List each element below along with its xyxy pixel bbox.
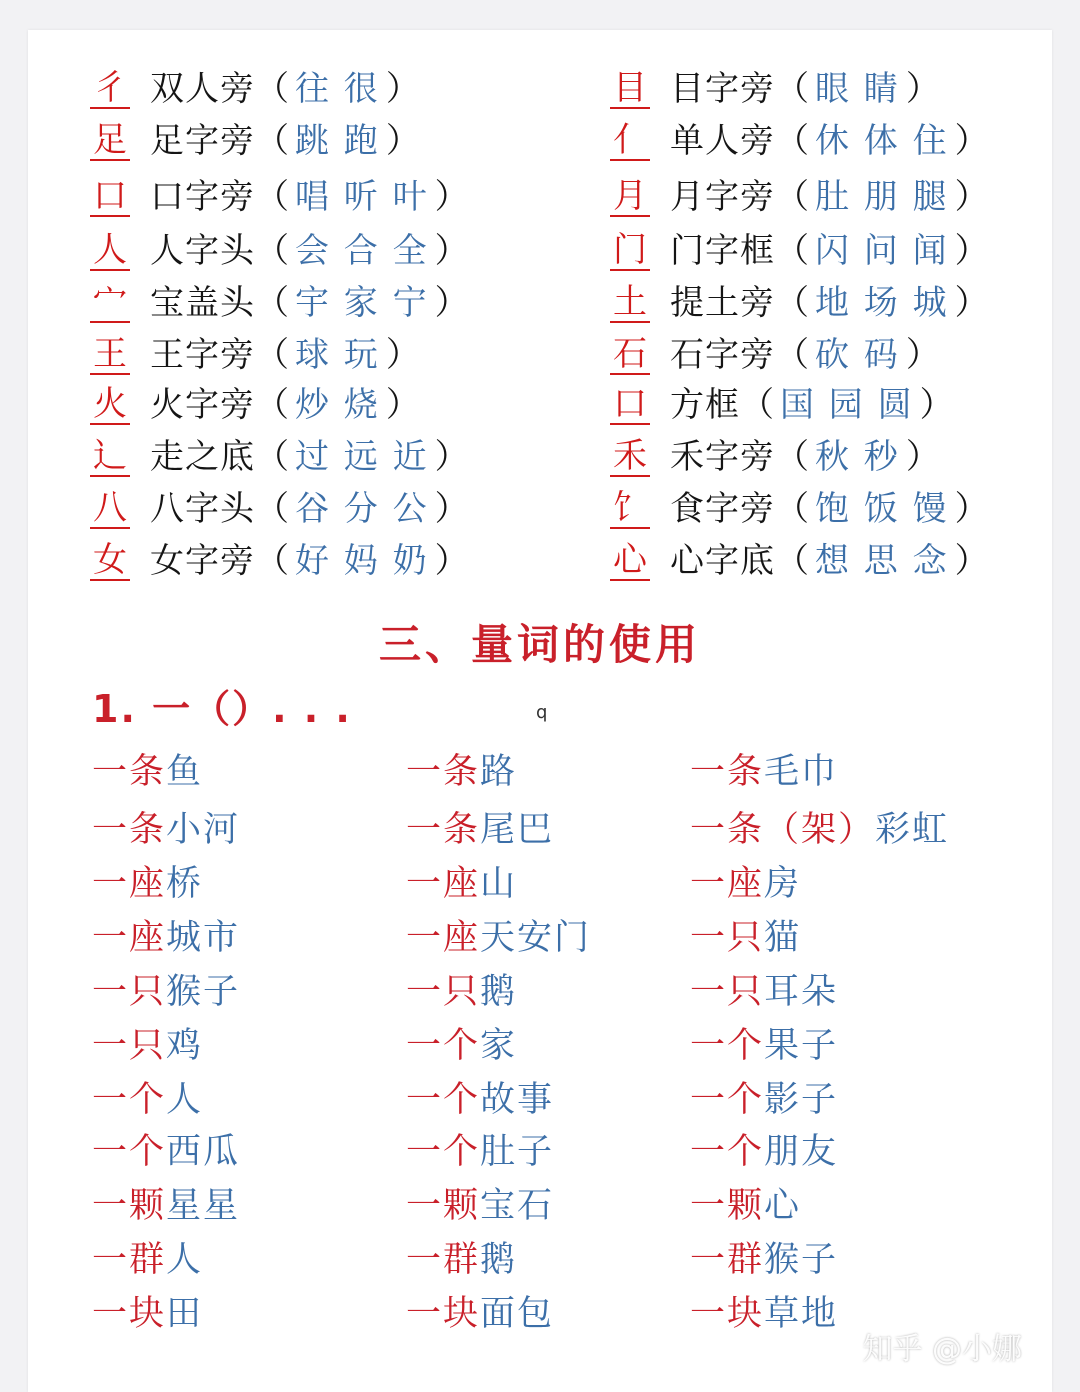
measure-word-item: [690, 1236, 838, 1284]
radical-name: 人字头: [150, 231, 255, 271]
radical-name: 心字底: [670, 541, 775, 581]
measure-word-item: [406, 806, 554, 854]
measure-word-item: [690, 806, 949, 854]
measure-word-item: [406, 1236, 517, 1284]
noun: 鱼: [166, 752, 204, 792]
radical-name: 走之底: [150, 437, 255, 477]
example-chars: 眼 睛: [815, 69, 900, 109]
close-paren: ）: [385, 121, 420, 161]
radical-name: 月字旁: [670, 177, 775, 217]
radical-char: 女: [90, 541, 130, 581]
measure-word: 一群: [92, 1240, 167, 1280]
radical-row: [90, 382, 420, 428]
measure-word: 一个: [406, 1080, 481, 1120]
example-chars: 跳 跑: [295, 121, 380, 161]
noun: 朋友: [764, 1132, 839, 1172]
document-page: [28, 30, 1052, 1392]
open-paren: （: [775, 489, 809, 529]
open-paren: （: [775, 283, 809, 323]
example-chars: 砍 码: [815, 335, 900, 375]
radical-row: [610, 118, 989, 164]
radical-row: [90, 538, 469, 584]
measure-word-item: [92, 1290, 203, 1338]
radical-name: 足字旁: [150, 121, 255, 161]
noun: 家: [480, 1026, 518, 1066]
close-paren: ）: [954, 283, 989, 323]
measure-word-item: [690, 1182, 801, 1230]
measure-word: 一颗: [92, 1186, 167, 1226]
measure-word-item: [406, 968, 517, 1016]
open-paren: （: [775, 437, 809, 477]
noun: 人: [166, 1240, 204, 1280]
noun: 桥: [166, 864, 204, 904]
close-paren: ）: [905, 69, 940, 109]
measure-word-item: [690, 1076, 838, 1124]
open-paren: （: [255, 541, 289, 581]
measure-word: 一只: [690, 918, 765, 958]
close-paren: ）: [434, 177, 469, 217]
measure-word-item: [92, 968, 240, 1016]
radical-name: 禾字旁: [670, 437, 775, 477]
measure-word: 一只: [92, 1026, 167, 1066]
close-paren: ）: [434, 541, 469, 581]
measure-word-item: [92, 1076, 203, 1124]
noun: 房: [764, 864, 802, 904]
close-paren: ）: [385, 385, 420, 425]
measure-word-item: [690, 1290, 838, 1338]
example-chars: 闪 问 闻: [815, 231, 949, 271]
measure-word-item: [406, 860, 517, 908]
measure-word: 一个: [406, 1132, 481, 1172]
example-chars: 往 很: [295, 69, 380, 109]
example-chars: 地 场 城: [815, 283, 949, 323]
measure-word-item: [690, 860, 801, 908]
noun: 影子: [764, 1080, 839, 1120]
noun: 鸡: [166, 1026, 204, 1066]
radical-char: 禾: [610, 437, 650, 477]
measure-word-item: [690, 748, 838, 796]
measure-word: 一个: [92, 1132, 167, 1172]
measure-word-item: [406, 914, 591, 962]
radical-char: 亻: [610, 121, 650, 161]
radical-char: 宀: [90, 283, 130, 323]
measure-word-item: [92, 806, 240, 854]
radical-row: [90, 228, 469, 274]
radical-name: 八字头: [150, 489, 255, 529]
radical-row: [90, 280, 469, 326]
radical-row: [90, 434, 469, 480]
noun: 田: [166, 1294, 204, 1334]
noun: 鹅: [480, 972, 518, 1012]
measure-word: 一个: [406, 1026, 481, 1066]
measure-word: 一群: [406, 1240, 481, 1280]
measure-word-item: [690, 914, 801, 962]
measure-word-item: [92, 914, 240, 962]
example-chars: 炒 烧: [295, 385, 380, 425]
close-paren: ）: [385, 335, 420, 375]
measure-word: 一只: [92, 972, 167, 1012]
measure-word: 一条: [92, 810, 167, 850]
noun: 毛巾: [764, 752, 839, 792]
example-chars: 谷 分 公: [295, 489, 429, 529]
close-paren: ）: [434, 283, 469, 323]
measure-word: 一条: [406, 810, 481, 850]
measure-word-item: [406, 1022, 517, 1070]
close-paren: ）: [905, 437, 940, 477]
radical-row: [610, 538, 989, 584]
noun: 鹅: [480, 1240, 518, 1280]
example-chars: 饱 饭 馒: [815, 489, 949, 529]
open-paren: （: [255, 385, 289, 425]
radical-char: 石: [610, 335, 650, 375]
open-paren: （: [255, 231, 289, 271]
radical-char: 八: [90, 489, 130, 529]
radical-row: [90, 332, 420, 378]
measure-word: 一座: [406, 864, 481, 904]
close-paren: ）: [434, 437, 469, 477]
close-paren: ）: [954, 121, 989, 161]
example-chars: 过 远 近: [295, 437, 429, 477]
noun: 猫: [764, 918, 802, 958]
measure-word: 一条: [690, 752, 765, 792]
radical-name: 单人旁: [670, 121, 775, 161]
close-paren: ）: [434, 231, 469, 271]
measure-word-item: [690, 968, 838, 1016]
close-paren: ）: [954, 489, 989, 529]
noun: 路: [480, 752, 518, 792]
noun: 猴子: [764, 1240, 839, 1280]
open-paren: （: [255, 335, 289, 375]
measure-word: 一条: [92, 752, 167, 792]
radical-row: [90, 118, 420, 164]
noun: 宝石: [480, 1186, 555, 1226]
radical-char: 目: [610, 69, 650, 109]
close-paren: ）: [954, 177, 989, 217]
radical-char: 月: [610, 177, 650, 217]
radical-char: 心: [610, 541, 650, 581]
measure-word: 一座: [92, 864, 167, 904]
measure-word: 一个: [690, 1080, 765, 1120]
close-paren: ）: [385, 69, 420, 109]
open-paren: （: [255, 121, 289, 161]
noun: 果子: [764, 1026, 839, 1066]
example-chars: 宇 家 宁: [295, 283, 429, 323]
measure-word: 一个: [690, 1132, 765, 1172]
noun: 山: [480, 864, 518, 904]
example-chars: 好 妈 奶: [295, 541, 429, 581]
radical-char: 足: [90, 121, 130, 161]
radical-name: 提土旁: [670, 283, 775, 323]
measure-word: 一只: [690, 972, 765, 1012]
open-paren: （: [775, 69, 809, 109]
radical-name: 王字旁: [150, 335, 255, 375]
measure-word: 一只: [406, 972, 481, 1012]
measure-word: 一群: [690, 1240, 765, 1280]
open-paren: （: [255, 489, 289, 529]
example-chars: 休 体 住: [815, 121, 949, 161]
measure-word: 一颗: [406, 1186, 481, 1226]
noun: 西瓜: [166, 1132, 241, 1172]
measure-word: 一座: [406, 918, 481, 958]
radical-char: 王: [90, 335, 130, 375]
radical-name: 食字旁: [670, 489, 775, 529]
close-paren: ）: [905, 335, 940, 375]
radical-name: 宝盖头: [150, 283, 255, 323]
noun: 城市: [166, 918, 241, 958]
radical-char: 彳: [90, 69, 130, 109]
measure-word-item: [92, 748, 203, 796]
example-chars: 会 合 全: [295, 231, 429, 271]
open-paren: （: [255, 69, 289, 109]
example-chars: 球 玩: [295, 335, 380, 375]
radical-row: [610, 434, 940, 480]
radical-name: 石字旁: [670, 335, 775, 375]
measure-word: 一块: [690, 1294, 765, 1334]
radical-char: 饣: [610, 489, 650, 529]
radical-row: [610, 486, 989, 532]
measure-word: 一个: [690, 1026, 765, 1066]
noun: 肚子: [480, 1132, 555, 1172]
radical-char: 火: [90, 385, 130, 425]
radical-name: 方框: [670, 385, 740, 425]
example-chars: 想 思 念: [815, 541, 949, 581]
close-paren: ）: [954, 541, 989, 581]
noun: 心: [764, 1186, 802, 1226]
radical-name: 口字旁: [150, 177, 255, 217]
stray-char: q: [536, 702, 548, 723]
measure-word-item: [92, 1182, 240, 1230]
example-chars: 国 园 圆: [780, 385, 914, 425]
noun: 草地: [764, 1294, 839, 1334]
measure-word-item: [406, 1182, 554, 1230]
radical-char: 辶: [90, 437, 130, 477]
noun: 猴子: [166, 972, 241, 1012]
open-paren: （: [775, 231, 809, 271]
radical-name: 双人旁: [150, 69, 255, 109]
example-chars: 秋 秒: [815, 437, 900, 477]
radical-row: [610, 280, 989, 326]
measure-word-item: [406, 1128, 554, 1176]
radical-name: 门字框: [670, 231, 775, 271]
close-paren: ）: [434, 489, 469, 529]
radical-row: [610, 66, 940, 112]
radical-name: 火字旁: [150, 385, 255, 425]
noun: 面包: [480, 1294, 555, 1334]
radical-row: [90, 174, 469, 220]
open-paren: （: [740, 385, 774, 425]
open-paren: （: [255, 177, 289, 217]
close-paren: ）: [954, 231, 989, 271]
measure-word-item: [690, 1022, 838, 1070]
measure-word-item: [92, 1022, 203, 1070]
radical-row: [610, 174, 989, 220]
measure-word-item: [92, 1128, 240, 1176]
measure-word: 一条: [406, 752, 481, 792]
noun: 星星: [166, 1186, 241, 1226]
open-paren: （: [775, 177, 809, 217]
close-paren: ）: [919, 385, 954, 425]
measure-word-item: [406, 748, 517, 796]
noun: 人: [166, 1080, 204, 1120]
measure-word-item: [92, 860, 203, 908]
radical-char: 口: [610, 385, 650, 425]
open-paren: （: [775, 335, 809, 375]
watermark: 知乎 @小娜: [862, 1332, 1022, 1367]
measure-word: 一座: [690, 864, 765, 904]
measure-word: 一块: [92, 1294, 167, 1334]
sub-title: 1. 一（）. . .: [92, 687, 352, 731]
example-chars: 唱 听 叶: [295, 177, 429, 217]
noun: 耳朵: [764, 972, 839, 1012]
open-paren: （: [255, 283, 289, 323]
radical-row: [610, 382, 954, 428]
example-chars: 肚 朋 腿: [815, 177, 949, 217]
measure-word: 一个: [92, 1080, 167, 1120]
section-title: 三、量词的使用: [378, 620, 701, 669]
noun: 小河: [166, 810, 241, 850]
radical-row: [90, 66, 420, 112]
open-paren: （: [775, 121, 809, 161]
radical-row: [90, 486, 469, 532]
measure-word: 一块: [406, 1294, 481, 1334]
noun: 尾巴: [480, 810, 555, 850]
measure-word: 一条（架）: [690, 810, 876, 850]
radical-char: 土: [610, 283, 650, 323]
radical-name: 女字旁: [150, 541, 255, 581]
measure-word: 一座: [92, 918, 167, 958]
noun: 天安门: [480, 918, 592, 958]
radical-row: [610, 332, 940, 378]
measure-word-item: [92, 1236, 203, 1284]
radical-row: [610, 228, 989, 274]
measure-word-item: [406, 1290, 554, 1338]
radical-name: 目字旁: [670, 69, 775, 109]
measure-word: 一颗: [690, 1186, 765, 1226]
open-paren: （: [255, 437, 289, 477]
measure-word-item: [406, 1076, 554, 1124]
radical-char: 口: [90, 177, 130, 217]
noun: 彩虹: [875, 810, 950, 850]
radical-char: 人: [90, 231, 130, 271]
measure-word-item: [690, 1128, 838, 1176]
open-paren: （: [775, 541, 809, 581]
radical-char: 门: [610, 231, 650, 271]
noun: 故事: [480, 1080, 555, 1120]
